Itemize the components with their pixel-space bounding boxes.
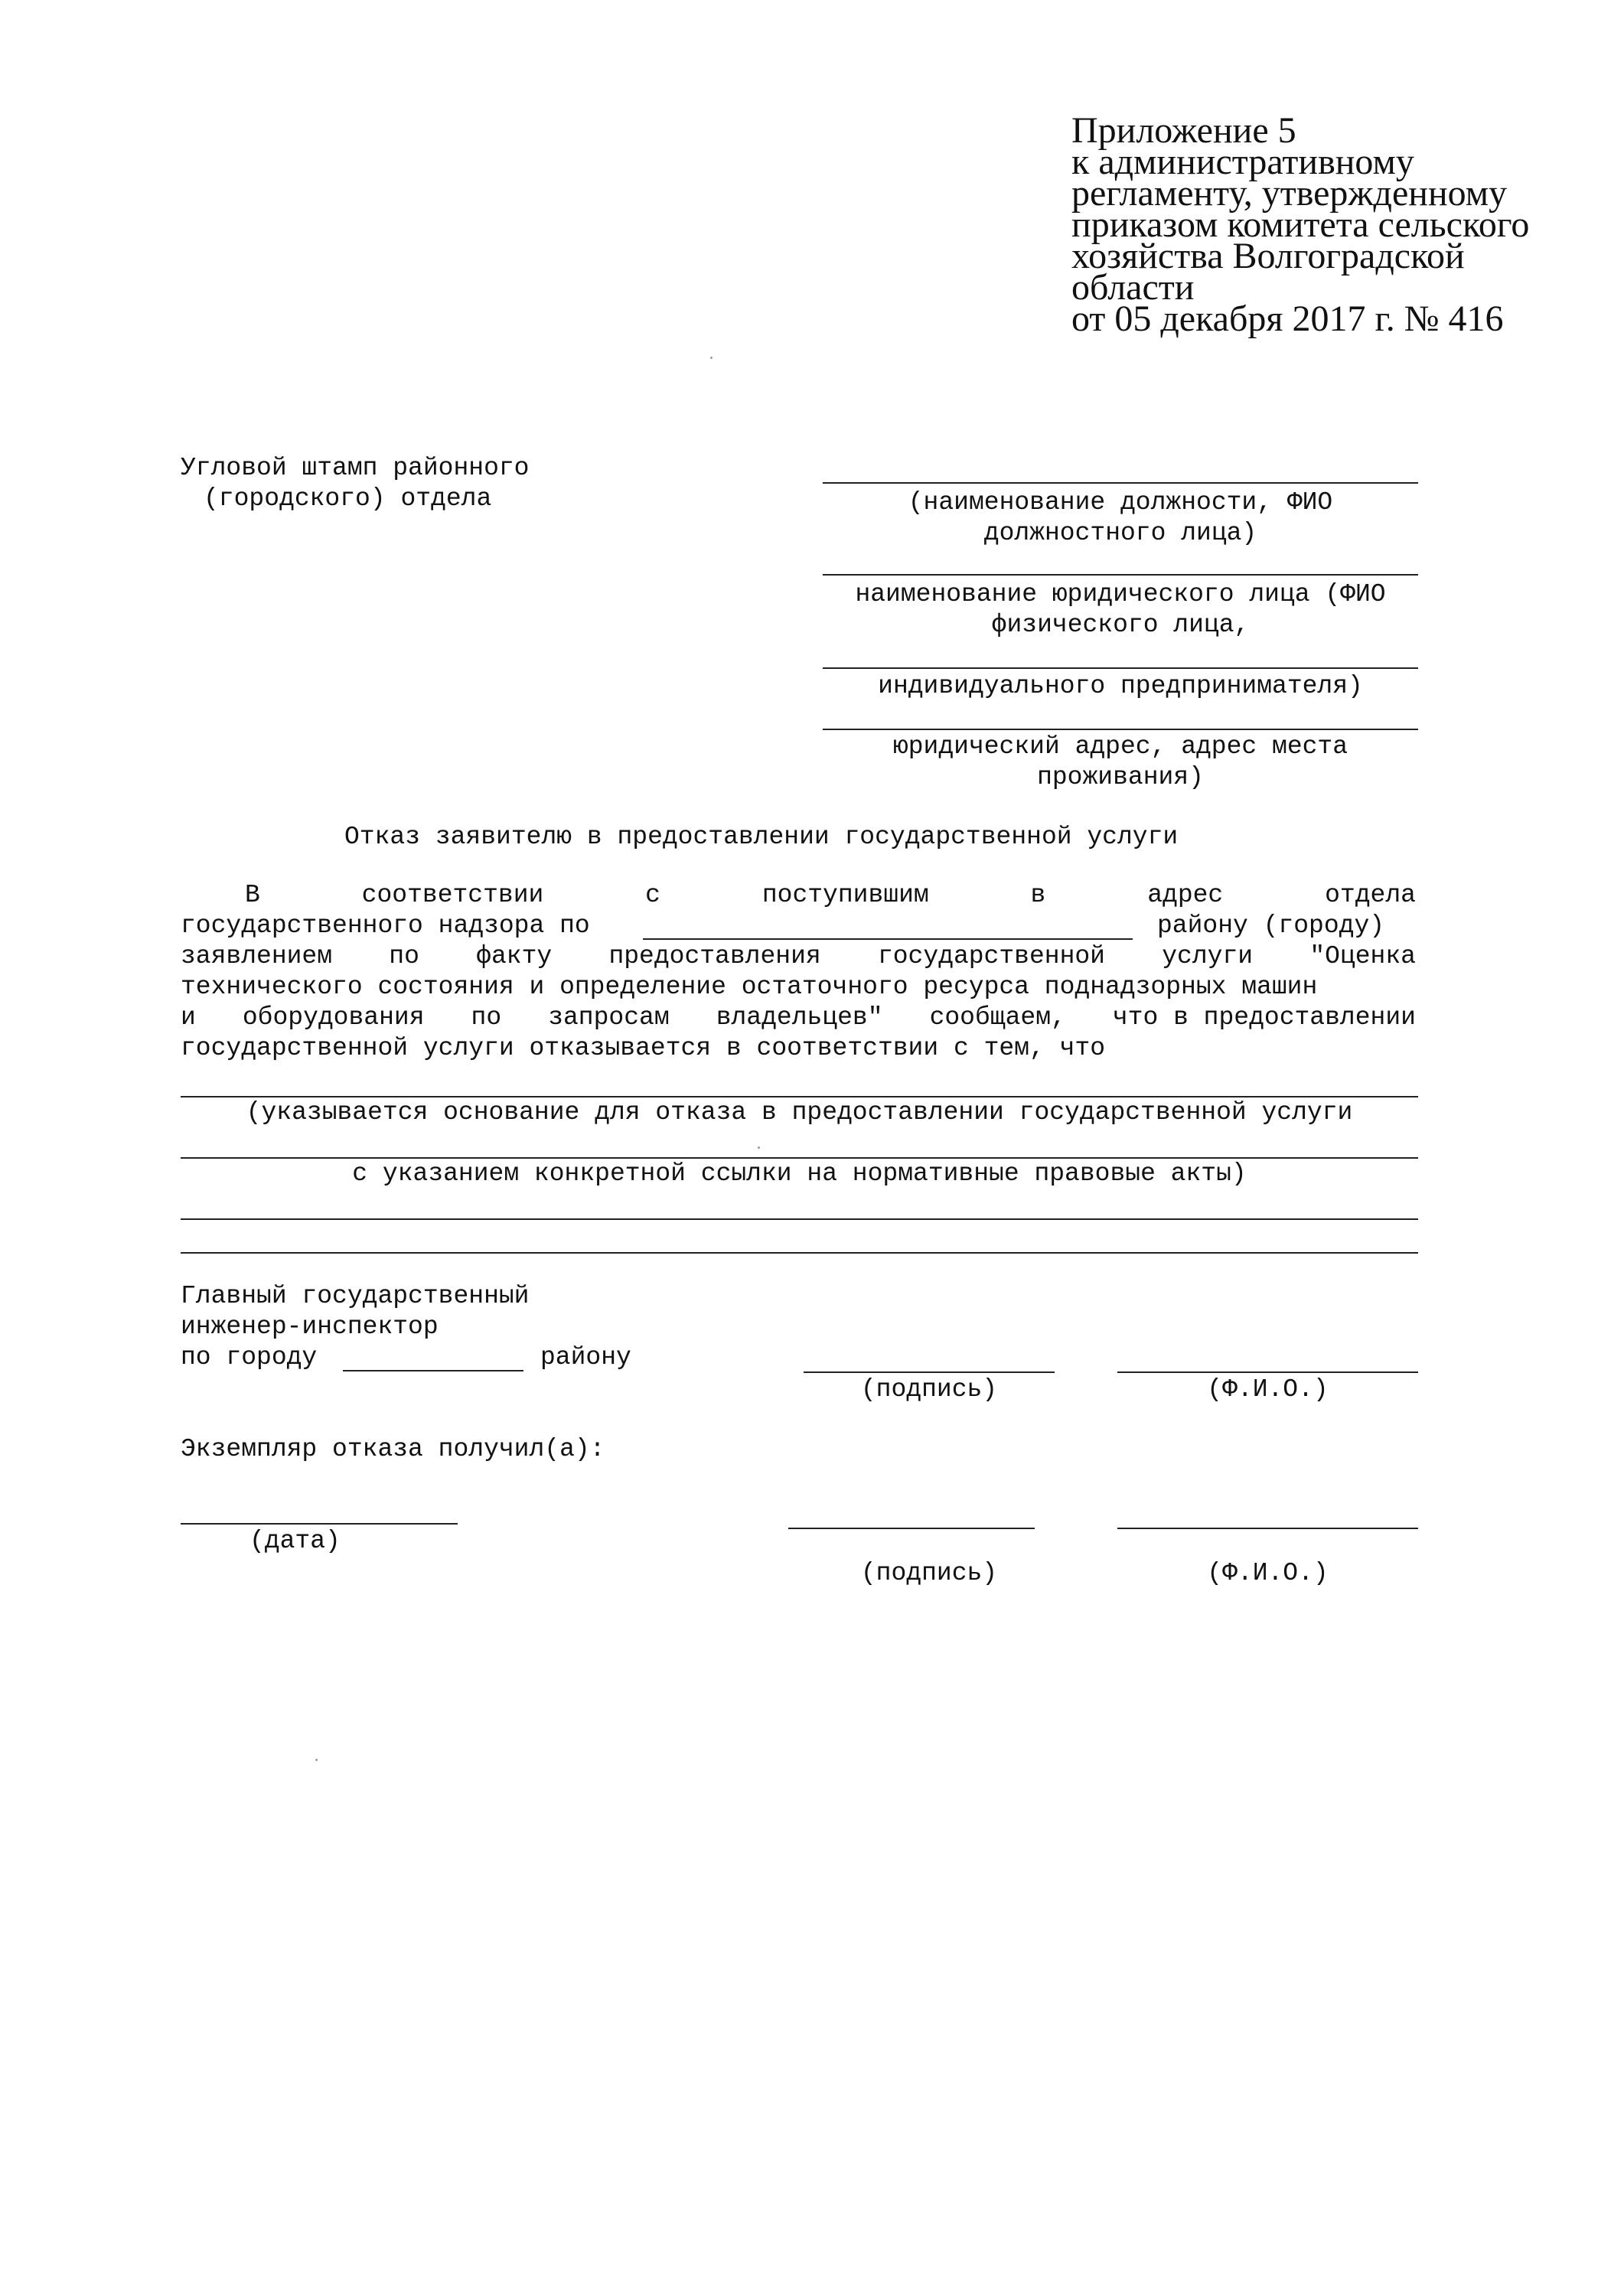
body-line-1 [181,880,1416,911]
receipt-date-line [181,1523,458,1525]
body-word: в [1030,881,1046,909]
body-line-5 [181,1003,1416,1033]
body-word: государственной [877,942,1105,970]
header-line: регламенту, утвержденному [1071,173,1508,214]
body-word: услуги [1162,942,1254,970]
body-word: адрес [1147,881,1224,909]
body-word: владельцев" [716,1003,883,1032]
entity-fill-line [823,574,1418,576]
address-fill-line [823,729,1418,730]
header-line: приказом комитета сельского [1071,204,1530,245]
document-title: Отказ заявителю в предоставлении государственной услуги [344,823,1179,851]
body-word: что в предоставлении [1112,1003,1416,1032]
reason-fill-line-4 [181,1252,1418,1254]
entity-hint-2: физического лица, [991,611,1250,639]
inspector-name-line [1117,1371,1418,1373]
body-line-2-left: государственного надзора по [181,912,590,940]
address-hint-1: юридический адрес, адрес места [892,732,1348,761]
body-line-6: государственной услуги отказывается в соответствии с тем, что [181,1034,1105,1062]
district-fill-line [643,938,1133,940]
entrepreneur-fill-line [823,667,1418,669]
body-line-3 [181,941,1416,972]
body-word: по [471,1003,502,1032]
city-fill-line [343,1370,523,1371]
scan-speck [758,1146,760,1149]
scan-speck [315,1759,318,1761]
signatory-line-1: Главный государственный [181,1282,530,1310]
official-hint-2: должностного лица) [983,519,1257,547]
reason-fill-line-3 [181,1218,1418,1220]
body-word: факту [476,942,553,970]
receipt-date-hint: (дата) [249,1527,341,1555]
inspector-name-hint: (Ф.И.О.) [1207,1375,1329,1404]
stamp-label-2: (городского) отдела [204,484,492,513]
signatory-line-3-left: по городу [181,1343,318,1371]
header-line: Приложение 5 [1071,110,1296,151]
entity-hint-1: наименование юридического лица (ФИО [855,580,1386,608]
receipt-name-line [1117,1528,1418,1529]
header-line: хозяйства Волгоградской [1071,236,1465,276]
receipt-signature-hint: (подпись) [860,1559,998,1587]
address-hint-2: проживания) [1037,763,1204,791]
body-word: оборудования [242,1003,425,1032]
signatory-line-3-right: району [540,1343,631,1371]
body-word: с [645,881,660,909]
body-word: и [181,1003,196,1032]
header-line: к административному [1071,142,1414,182]
body-word: заявлением [181,942,333,970]
body-word: сообщаем, [929,1003,1066,1032]
body-word: соответствии [361,881,544,909]
official-hint-1: (наименование должности, ФИО [908,488,1333,517]
body-word: поступившим [761,881,929,909]
receipt-name-hint: (Ф.И.О.) [1207,1559,1329,1587]
body-word: отдела [1325,881,1416,909]
official-fill-line [823,482,1418,484]
body-line-2-right: району (городу) [1157,912,1385,940]
scan-speck [710,357,713,359]
reason-hint-2: с указанием конкретной ссылки на нормативные правовые акты) [352,1159,1247,1188]
entity-hint-3: индивидуального предпринимателя) [878,672,1363,700]
body-word: предоставления [608,942,821,970]
header-line: области [1071,267,1195,308]
body-line-4: технического состояния и определение остаточного ресурса поднадзорных машин [181,973,1318,1001]
body-word: по [389,942,419,970]
inspector-signature-hint: (подпись) [860,1375,998,1404]
body-word: "Оценка [1309,942,1416,970]
reason-hint-1: (указывается основание для отказа в предоставлении государственной услуги [246,1098,1353,1127]
body-word: запросам [548,1003,670,1032]
appendix-header [1071,110,1530,339]
body-word: В [245,881,260,909]
receipt-signature-line [788,1528,1035,1529]
stamp-label-1: Угловой штамп районного [181,454,530,482]
receipt-label: Экземпляр отказа получил(а): [181,1435,605,1463]
inspector-signature-line [804,1371,1055,1373]
signatory-line-2: инженер-инспектор [181,1313,439,1341]
header-line: от 05 декабря 2017 г. № 416 [1071,298,1504,339]
